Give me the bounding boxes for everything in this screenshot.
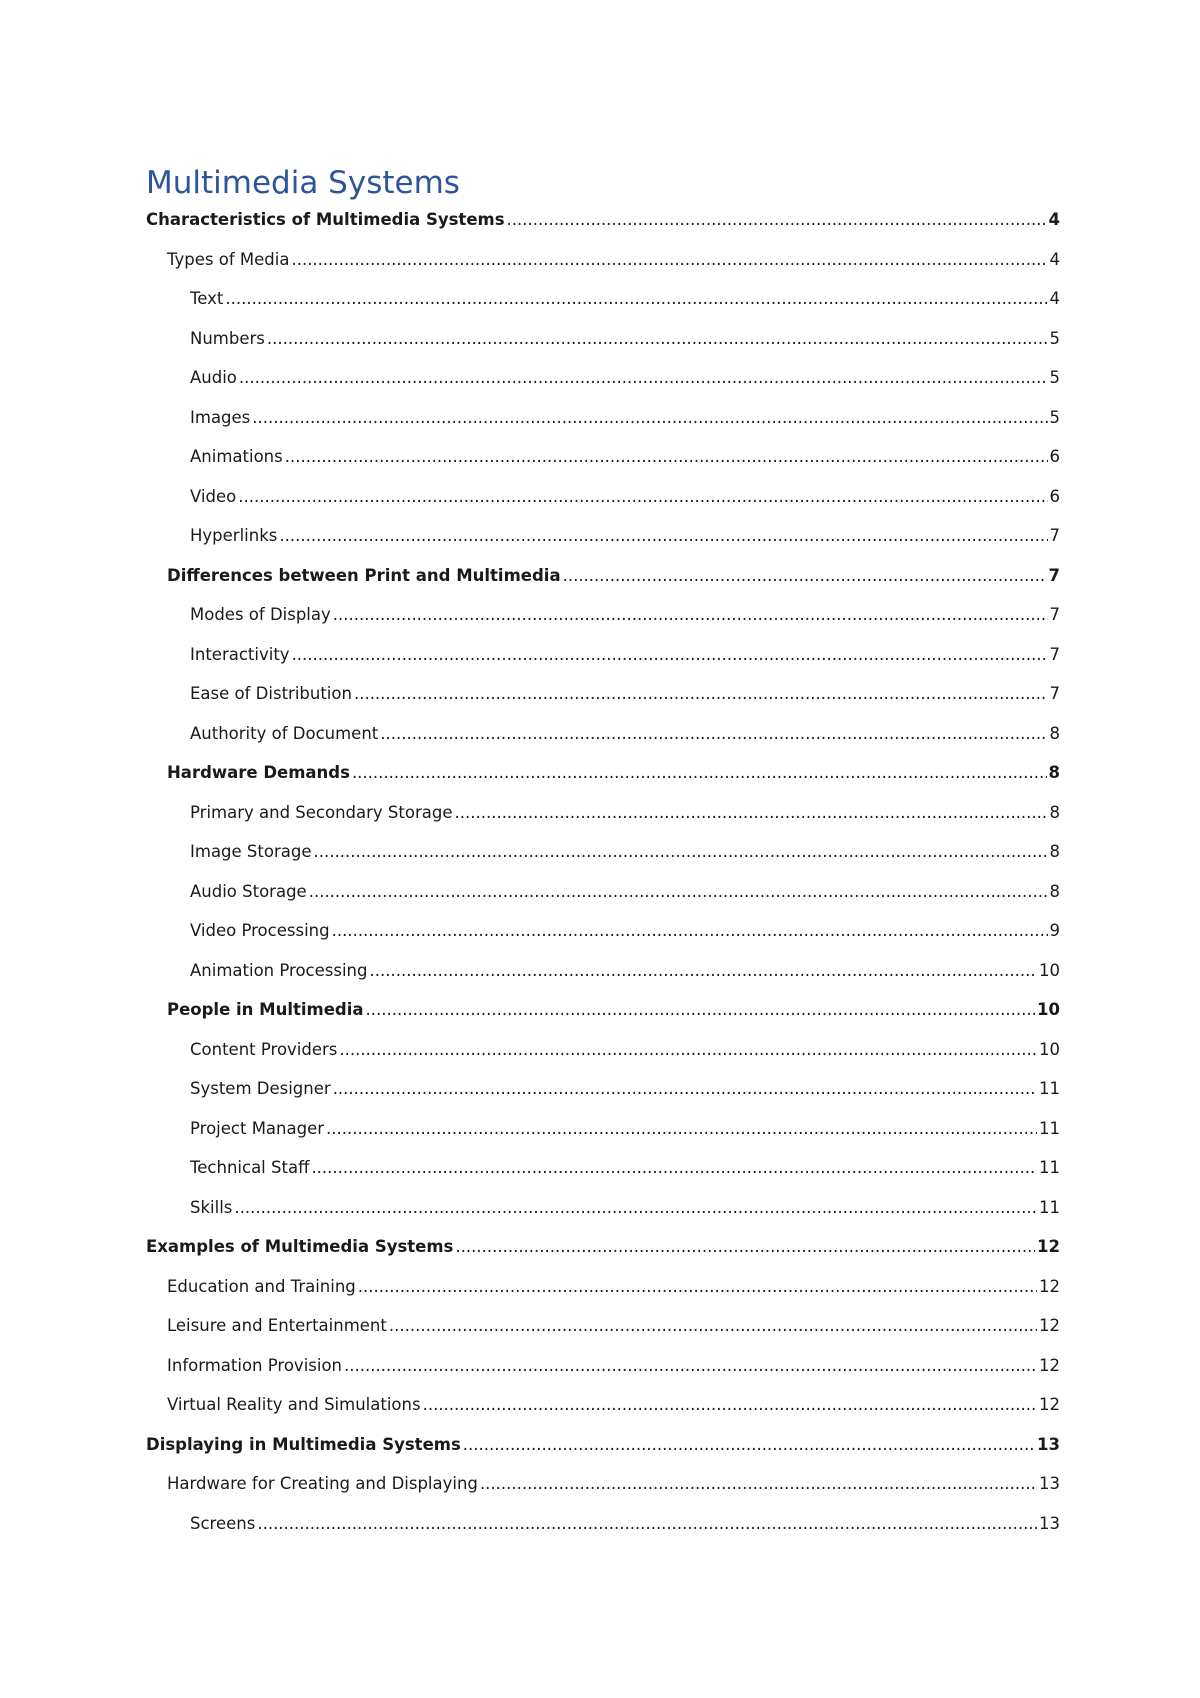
toc-entry[interactable] xyxy=(146,1356,1060,1396)
toc-entry-label: Information Provision xyxy=(167,1355,343,1375)
toc-entry-label: System Designer xyxy=(190,1079,331,1098)
toc-entry[interactable] xyxy=(146,1435,1060,1475)
toc-dot-leader xyxy=(333,1079,1037,1098)
toc-dot-leader xyxy=(267,329,1048,348)
toc-page-number: 11 xyxy=(1039,1158,1060,1177)
toc-entry[interactable] xyxy=(146,329,1060,369)
toc-entry[interactable] xyxy=(146,566,1060,606)
toc-dot-leader xyxy=(369,961,1037,980)
toc-dot-leader xyxy=(292,645,1048,664)
toc-dot-leader xyxy=(344,1356,1037,1375)
toc-entry[interactable] xyxy=(146,1514,1060,1554)
toc-entry-label: Animations xyxy=(190,447,283,466)
toc-entry[interactable] xyxy=(146,803,1060,843)
toc-dot-leader xyxy=(507,210,1047,229)
toc-entry-label: Animation Processing xyxy=(190,960,368,980)
table-of-contents xyxy=(146,210,1060,1553)
toc-entry[interactable] xyxy=(146,1277,1060,1317)
toc-entry-label: Project Manager xyxy=(190,1118,325,1138)
toc-page-number: 11 xyxy=(1039,1118,1060,1138)
toc-dot-leader xyxy=(313,842,1047,861)
toc-page-number: 7 xyxy=(1049,684,1060,703)
toc-dot-leader xyxy=(352,763,1047,782)
toc-entry-label: People in Multimedia xyxy=(167,1000,364,1019)
toc-entry-label: Numbers xyxy=(190,328,265,348)
toc-dot-leader xyxy=(279,526,1047,545)
toc-entry-label: Images xyxy=(190,407,251,427)
toc-entry[interactable] xyxy=(146,368,1060,408)
toc-entry[interactable] xyxy=(146,1079,1060,1119)
toc-entry-label: Primary and Secondary Storage xyxy=(190,802,453,822)
toc-dot-leader xyxy=(455,1237,1035,1256)
toc-entry[interactable] xyxy=(146,842,1060,882)
toc-page-number: 10 xyxy=(1039,1039,1060,1059)
toc-page-number: 5 xyxy=(1049,328,1060,348)
toc-page-number: 6 xyxy=(1049,486,1060,506)
toc-entry[interactable] xyxy=(146,1198,1060,1238)
toc-dot-leader xyxy=(454,803,1047,822)
toc-dot-leader xyxy=(257,1514,1037,1533)
toc-entry[interactable] xyxy=(146,645,1060,685)
toc-page-number: 4 xyxy=(1049,289,1060,308)
toc-entry-label: Video xyxy=(190,486,237,506)
toc-dot-leader xyxy=(339,1040,1037,1059)
toc-dot-leader xyxy=(239,368,1048,387)
toc-page-number: 12 xyxy=(1039,1276,1060,1296)
toc-entry-label: Video Processing xyxy=(190,921,330,940)
toc-page-number: 8 xyxy=(1049,881,1060,901)
toc-page-number: 13 xyxy=(1039,1513,1060,1533)
toc-entry-label: Interactivity xyxy=(190,644,290,664)
toc-entry-label: Skills xyxy=(190,1197,233,1217)
toc-dot-leader xyxy=(311,1158,1037,1177)
toc-entry[interactable] xyxy=(146,605,1060,645)
toc-entry-label: Image Storage xyxy=(190,842,312,861)
toc-entry[interactable] xyxy=(146,289,1060,329)
toc-dot-leader xyxy=(389,1316,1037,1335)
toc-entry-label: Examples of Multimedia Systems xyxy=(146,1237,454,1256)
toc-page-number: 7 xyxy=(1049,605,1060,624)
toc-entry-label: Types of Media xyxy=(167,249,290,269)
toc-entry[interactable] xyxy=(146,408,1060,448)
toc-entry[interactable] xyxy=(146,882,1060,922)
toc-entry-label: Authority of Document xyxy=(190,723,379,743)
toc-dot-leader xyxy=(563,566,1047,585)
toc-page-number: 11 xyxy=(1039,1197,1060,1217)
toc-entry[interactable] xyxy=(146,1040,1060,1080)
toc-page-number: 12 xyxy=(1039,1355,1060,1375)
toc-entry-label: Characteristics of Multimedia Systems xyxy=(146,210,505,229)
toc-entry[interactable] xyxy=(146,921,1060,961)
toc-page-number: 13 xyxy=(1037,1434,1060,1454)
toc-dot-leader xyxy=(285,447,1048,466)
toc-entry[interactable] xyxy=(146,724,1060,764)
toc-entry-label: Virtual Reality and Simulations xyxy=(167,1395,421,1414)
toc-entry-label: Screens xyxy=(190,1513,256,1533)
toc-entry[interactable] xyxy=(146,763,1060,803)
toc-page-number: 13 xyxy=(1039,1474,1060,1493)
toc-entry[interactable] xyxy=(146,961,1060,1001)
toc-page-number: 5 xyxy=(1049,407,1060,427)
toc-entry-label: Text xyxy=(190,289,224,308)
toc-entry-label: Content Providers xyxy=(190,1039,338,1059)
toc-entry-label: Audio Storage xyxy=(190,881,307,901)
toc-page-number: 11 xyxy=(1039,1079,1060,1098)
toc-dot-leader xyxy=(354,684,1048,703)
toc-entry[interactable] xyxy=(146,1000,1060,1040)
toc-entry[interactable] xyxy=(146,1119,1060,1159)
toc-entry[interactable] xyxy=(146,487,1060,527)
toc-page-number: 12 xyxy=(1037,1237,1060,1256)
toc-page-number: 12 xyxy=(1039,1395,1060,1414)
toc-entry[interactable] xyxy=(146,684,1060,724)
toc-page-number: 7 xyxy=(1049,644,1060,664)
toc-entry-label: Ease of Distribution xyxy=(190,684,352,703)
toc-entry-label: Education and Training xyxy=(167,1276,356,1296)
toc-dot-leader xyxy=(291,250,1047,269)
toc-page-number: 4 xyxy=(1048,210,1060,229)
toc-page-number: 8 xyxy=(1049,842,1060,861)
toc-entry[interactable] xyxy=(146,1474,1060,1514)
toc-dot-leader xyxy=(326,1119,1037,1138)
toc-page-number: 10 xyxy=(1039,960,1060,980)
toc-dot-leader xyxy=(252,408,1047,427)
toc-dot-leader xyxy=(225,289,1047,308)
toc-entry[interactable] xyxy=(146,250,1060,290)
toc-page-number: 8 xyxy=(1049,802,1060,822)
toc-entry-label: Hardware for Creating and Displaying xyxy=(167,1474,478,1493)
toc-entry[interactable] xyxy=(146,1395,1060,1435)
toc-dot-leader xyxy=(463,1435,1035,1454)
toc-entry-label: Leisure and Entertainment xyxy=(167,1316,387,1335)
toc-entry-label: Displaying in Multimedia Systems xyxy=(146,1434,461,1454)
toc-dot-leader xyxy=(333,605,1048,624)
toc-page-number: 4 xyxy=(1049,249,1060,269)
toc-page-number: 8 xyxy=(1049,723,1060,743)
toc-page-number: 8 xyxy=(1048,763,1060,782)
toc-entry-label: Hardware Demands xyxy=(167,763,350,782)
toc-page-number: 5 xyxy=(1049,368,1060,387)
toc-entry[interactable] xyxy=(146,1316,1060,1356)
toc-entry-label: Differences between Print and Multimedia xyxy=(167,565,561,585)
toc-page-number: 12 xyxy=(1039,1316,1060,1335)
toc-entry[interactable] xyxy=(146,1237,1060,1277)
toc-entry[interactable] xyxy=(146,1158,1060,1198)
toc-entry-label: Modes of Display xyxy=(190,605,331,624)
toc-page-number: 7 xyxy=(1049,526,1060,545)
toc-page-number: 9 xyxy=(1049,921,1060,940)
toc-dot-leader xyxy=(380,724,1047,743)
page-title: Multimedia Systems xyxy=(146,165,460,201)
toc-page-number: 10 xyxy=(1037,1000,1060,1019)
toc-dot-leader xyxy=(480,1474,1037,1493)
toc-entry[interactable] xyxy=(146,447,1060,487)
toc-dot-leader xyxy=(238,487,1047,506)
toc-entry-label: Technical Staff xyxy=(190,1158,310,1177)
toc-dot-leader xyxy=(309,882,1048,901)
toc-entry-label: Audio xyxy=(190,368,237,387)
toc-dot-leader xyxy=(234,1198,1037,1217)
toc-entry[interactable] xyxy=(146,526,1060,566)
toc-entry-label: Hyperlinks xyxy=(190,526,278,545)
toc-dot-leader xyxy=(358,1277,1037,1296)
toc-page-number: 6 xyxy=(1049,447,1060,466)
toc-dot-leader xyxy=(332,921,1048,940)
toc-entry[interactable] xyxy=(146,210,1060,250)
toc-dot-leader xyxy=(366,1000,1036,1019)
toc-page-number: 7 xyxy=(1048,565,1060,585)
toc-dot-leader xyxy=(423,1395,1037,1414)
